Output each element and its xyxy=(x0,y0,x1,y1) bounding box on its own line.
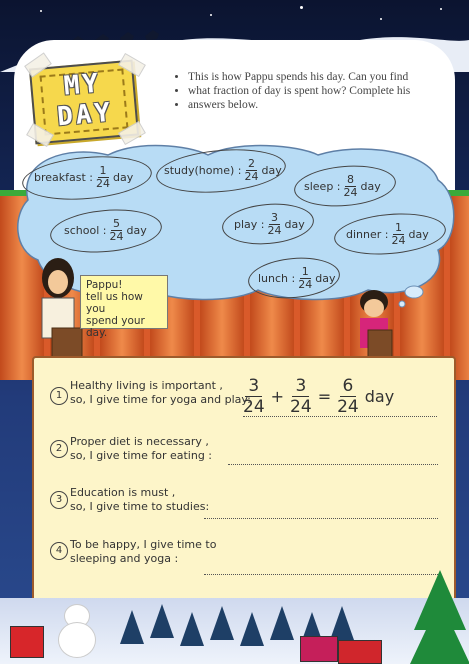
question-number: 2 xyxy=(50,440,68,458)
answer-1: $\frac{3}{24}$ + $\frac{3}{24}$ = $\frac{6}{24}$ day xyxy=(243,376,395,417)
question-number: 1 xyxy=(50,387,68,405)
star-icon xyxy=(210,14,212,16)
answer-line[interactable] xyxy=(204,574,438,575)
activity-sleep: sleep : $\frac{8}{24}$ day xyxy=(304,173,381,199)
tree-icon xyxy=(210,606,234,640)
tree-icon xyxy=(150,604,174,638)
speech-bubble: Pappu! tell us how you spend your day. xyxy=(80,275,168,329)
answer-line[interactable] xyxy=(228,464,438,465)
intro-line: • answers below. xyxy=(188,98,446,112)
activity-school: school : $\frac{5}{24}$ day xyxy=(64,217,147,243)
answer-line[interactable] xyxy=(204,518,438,519)
activity-lunch: lunch : $\frac{1}{24}$ day xyxy=(258,265,336,291)
tree-icon xyxy=(240,612,264,646)
question-2-text: Proper diet is necessary , so, I give time for eating : xyxy=(70,435,213,462)
star-icon xyxy=(300,6,303,9)
activity-dinner: dinner : $\frac{1}{24}$ day xyxy=(346,221,429,247)
answer-line[interactable] xyxy=(243,416,437,417)
star-icon xyxy=(440,8,442,10)
pappu-character-icon xyxy=(344,282,424,362)
intro-text xyxy=(176,70,446,112)
snowman-body xyxy=(58,622,96,658)
tree-icon xyxy=(120,610,144,644)
christmas-tree-icon xyxy=(410,600,469,664)
tree-icon xyxy=(270,606,294,640)
title-line-day: DAY xyxy=(55,97,115,133)
tree-icon xyxy=(180,612,204,646)
question-number: 4 xyxy=(50,542,68,560)
activity-play: play : $\frac{3}{24}$ day xyxy=(234,211,305,237)
intro-line: • what fraction of day is spent how? Complete his xyxy=(188,84,446,98)
question-3-text: Education is must , so, I give time to studies: xyxy=(70,486,210,513)
question-number: 3 xyxy=(50,491,68,509)
activity-breakfast: breakfast : $\frac{1}{24}$ day xyxy=(34,164,134,190)
star-icon xyxy=(380,18,382,20)
star-icon xyxy=(40,10,42,12)
question-1-text: Healthy living is important , so, I give time for yoga and play: xyxy=(70,379,251,406)
gift-box-icon xyxy=(10,626,44,658)
title-line-my: MY xyxy=(62,68,103,102)
intro-line: • This is how Pappu spends his day. Can you find xyxy=(188,70,446,84)
gift-box-icon xyxy=(338,640,382,664)
activity-study: study(home) : $\frac{2}{24}$ day xyxy=(164,157,282,183)
gift-box-icon xyxy=(300,636,338,662)
tree-icon xyxy=(330,606,354,640)
question-4-text: To be happy, I give time to sleeping and yoga : xyxy=(70,538,217,565)
